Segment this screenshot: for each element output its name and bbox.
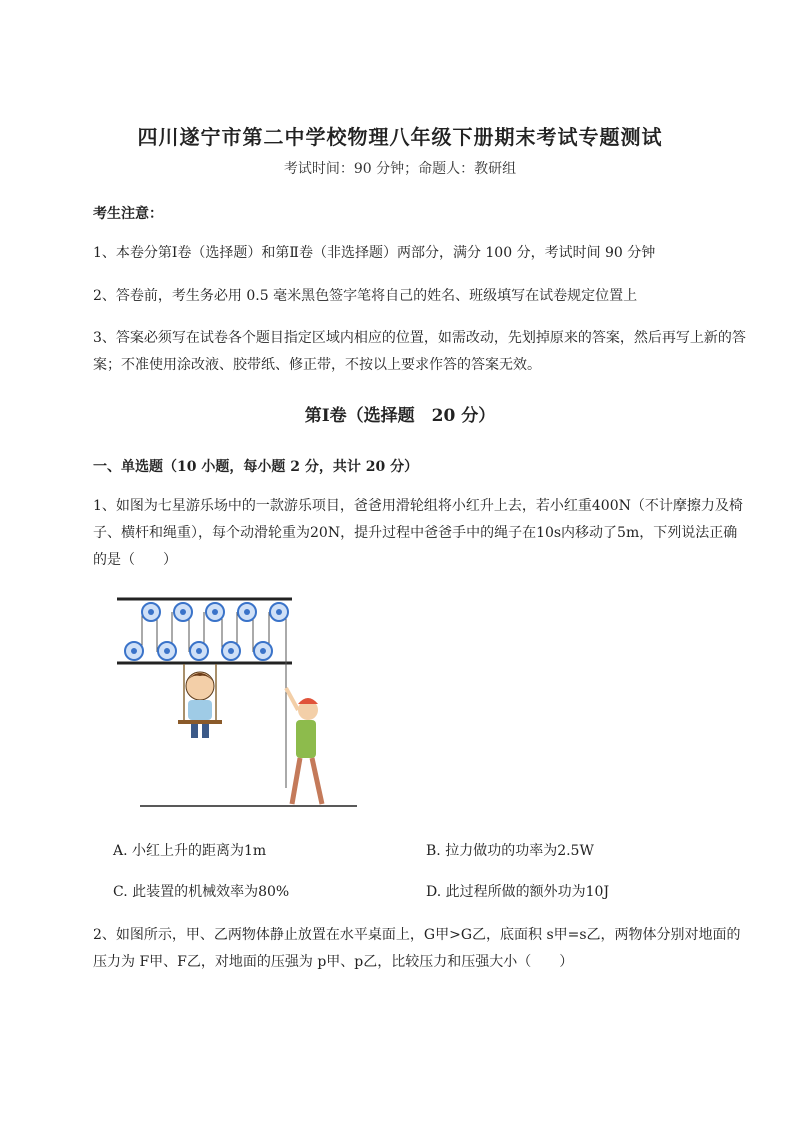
notice-heading: 考生注意：	[93, 206, 163, 222]
notice-item-3: 3、答案必须写在试卷各个题目指定区域内相应的位置，如需改动，先划掉原来的答案，然后再写上新的答案；不准使用涂改液、胶带纸、修正带，不按以上要求作答的答案无效。	[93, 330, 746, 373]
section-title: 第Ⅰ卷（选择题 20 分）	[304, 406, 496, 426]
page-title: 四川遂宁市第二中学校物理八年级下册期末考试专题测试	[137, 125, 663, 149]
notice-item-2: 2、答卷前，考生务必用 0.5 毫米黑色签字笔将自己的姓名、班级填写在试卷规定位置上	[93, 288, 638, 304]
father-figure	[286, 688, 322, 804]
option-d: D. 此过程所做的额外功为10J	[426, 884, 610, 900]
question-1-text: 1、如图为七星游乐场中的一款游乐项目，爸爸用滑轮组将小红升上去，若小红重400N（不计摩擦力及椅子、横杆和绳重），每个动滑轮重为20N，提升过程中爸爸手中的绳子在10s内移动了5m，下列说法正确的是（ ）	[93, 498, 743, 568]
option-b: B. 拉力做功的功率为2.5W	[426, 843, 594, 859]
exam-subtitle: 考试时间：90 分钟；命题人：教研组	[283, 161, 517, 177]
pulley-illustration	[112, 592, 362, 814]
question-2-line-1: 2、如图所示，甲、乙两物体静止放置在水平桌面上，G甲>G乙，底面积 s甲=s乙，两物体分别对地面的	[93, 927, 741, 943]
part-heading: 一、单选题（10 小题，每小题 2 分，共计 20 分）	[93, 459, 419, 475]
option-c: C. 此装置的机械效率为80%	[113, 884, 290, 900]
notice-item-1: 1、本卷分第Ⅰ卷（选择题）和第Ⅱ卷（非选择题）两部分，满分 100 分，考试时间 90 分钟	[93, 245, 656, 261]
question-2-line-2: 压力为 F甲、F乙，对地面的压强为 p甲、p乙，比较压力和压强大小（ ）	[93, 954, 574, 970]
option-a: A. 小红上升的距离为1m	[113, 843, 267, 859]
pulley-figure	[112, 592, 362, 818]
movable-pulleys	[125, 642, 272, 660]
fixed-pulleys	[142, 603, 288, 621]
